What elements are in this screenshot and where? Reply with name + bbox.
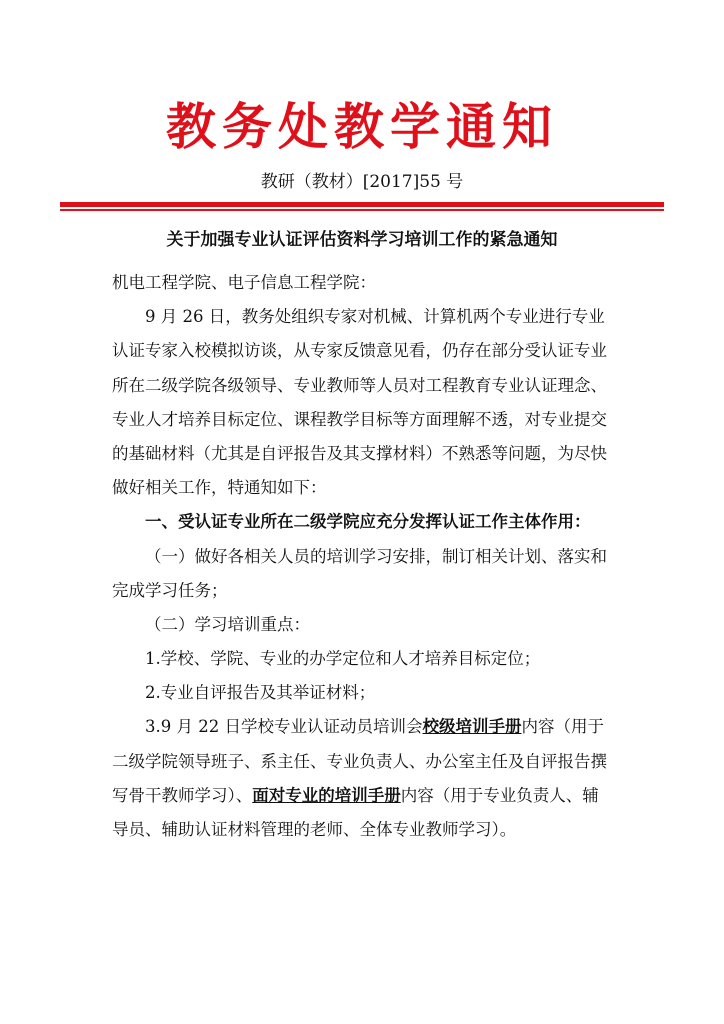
section-1-heading: 一、受认证专业所在二级学院应充分发挥认证工作主体作用： xyxy=(145,512,591,532)
item-1: 1.学校、学院、专业的办学定位和人才培养目标定位； xyxy=(145,649,541,669)
item-3-line-2: 二级学院领导班子、系主任、专业负责人、办公室主任及自评报告撰 xyxy=(112,751,607,771)
intro-line-2: 认证专家入校模拟访谈，从专家反馈意见看，仍存在部分受认证专业 xyxy=(112,341,607,361)
intro-line-3: 所在二级学院各级领导、专业教师等人员对工程教育专业认证理念、 xyxy=(112,375,607,395)
intro-line-4: 专业人才培养目标定位、课程教学目标等方面理解不透，对专业提交 xyxy=(112,409,607,429)
item-3-line-3 xyxy=(112,779,617,813)
subsection-1-line-2: 完成学习任务； xyxy=(112,580,228,600)
masthead-title: 教务处教学通知 xyxy=(166,97,558,156)
intro-line-5: 的基础材料（尤其是自评报告及其支撑材料）不熟悉等问题，为尽快 xyxy=(112,443,607,463)
item-3-line-1 xyxy=(112,710,617,744)
red-rule-thin xyxy=(60,209,664,211)
subsection-2-heading: （二）学习培训重点： xyxy=(145,614,310,634)
item-3-text-d: 写骨干教师学习）、 xyxy=(112,785,253,805)
salutation: 机电工程学院、电子信息工程学院： xyxy=(112,273,376,292)
intro-line-6: 做好相关工作，特通知如下： xyxy=(112,478,327,498)
intro-line-1: 9 月 26 日，教务处组织专家对机械、计算机两个专业进行专业 xyxy=(145,307,605,327)
notice-title: 关于加强专业认证评估资料学习培训工作的紧急通知 xyxy=(166,230,558,250)
red-rule-thick xyxy=(60,202,664,207)
document-number: 教研（教材）[2017]55 号 xyxy=(260,172,464,192)
item-3-text-a: 3.9 月 22 日学校专业认证动员培训会 xyxy=(145,717,423,737)
subsection-1-line-1: （一）做好各相关人员的培训学习安排，制订相关计划、落实和 xyxy=(145,546,607,566)
item-3-text-c: 内容（用于 xyxy=(521,717,604,737)
item-2: 2.专业自评报告及其举证材料； xyxy=(145,683,376,703)
school-training-manual: 校级培训手册 xyxy=(422,717,522,737)
item-3-text-e: 内容（用于专业负责人、辅 xyxy=(400,785,599,805)
major-training-manual: 面对专业的培训手册 xyxy=(252,785,401,805)
notice-body xyxy=(112,266,617,847)
item-3-line-4: 导员、辅助认证材料管理的老师、全体专业教师学习）。 xyxy=(112,820,517,839)
